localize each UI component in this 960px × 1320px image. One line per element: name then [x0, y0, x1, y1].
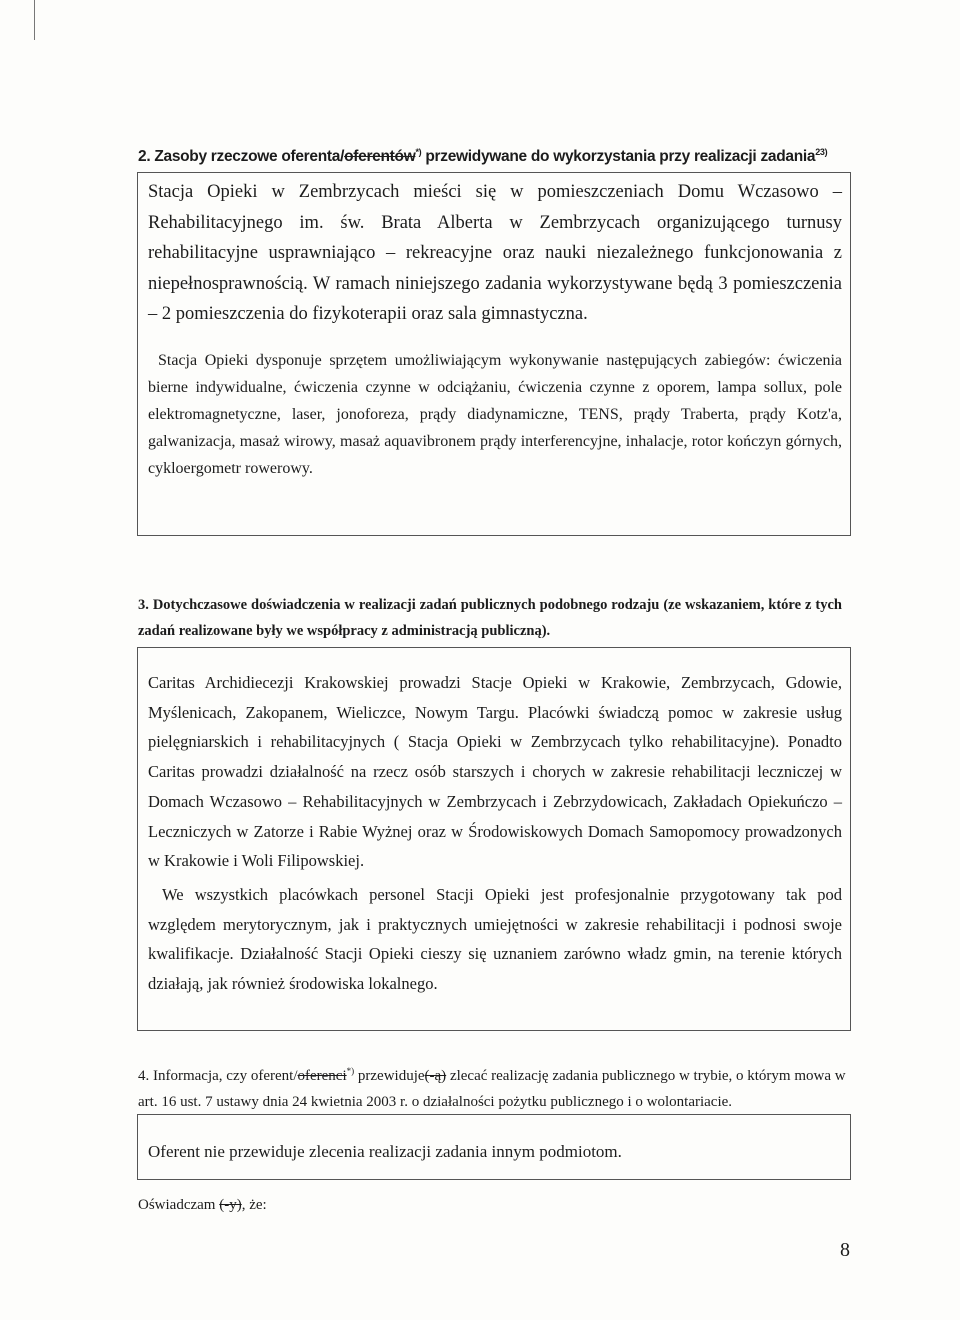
struck-text: oferenci	[297, 1068, 347, 1084]
section-3-heading: 3. Dotychczasowe doświadczenia w realizacji zadań publicznych podobnego rodzaju (ze wskazaniem, które z tych zadań realizowane były we współpracy z administracją publiczną).	[138, 597, 842, 639]
section-3-paragraph-1: Caritas Archidiecezji Krakowskiej prowadzi Stacje Opieki w Krakowie, Zembrzycach, Gdowie, Myślenicach, Zakopanem, Wieliczce, Nowym Targu. Placówki świadczą pomoc w zakresie usług pielęgniarskich i rehabilitacyjnych ( Stacja Opieki w Zembrzycach tylko rehabilitacyjne). Ponadto Caritas prowadzi działalność na rzecz osób starszych i chorych w zakresie rehabilitacji leczniczej w Domach Wczasowo – Rehabilitacyjnych w Zembrzycach i Zebrzydowicach, Zakładach Opiekuńczo – Leczniczych w Zatorze i Rabie Wyżnej oraz w Środowiskowych Domach Samopomocy prowadzonych w Krakowie i Woli Filipowskiej.	[148, 673, 842, 871]
struck-text: oferentów	[344, 148, 416, 166]
section-2-paragraph-1: Stacja Opieki w Zembrzycach mieści się w pomieszczeniach Domu Wczasowo – Rehabilitacyjnego im. św. Brata Alberta w Zembrzycach organizującego turnusy rehabilitacyjne usprawniająco – rekreacyjne oraz nauki niezależnego funkcjonowania z niepełnosprawnością. W ramach niniejszego zadania wykorzystywane będą 3 pomieszczenia – 2 pomieszczenia do fizykoterapii oraz sala gimnastyczna.	[148, 182, 842, 324]
section-4-answer: Oferent nie przewiduje zlecenia realizacji zadania innym podmiotom.	[148, 1142, 622, 1161]
page-edge-line	[34, 0, 35, 40]
section-4-heading: 4. Informacja, czy oferent/oferenci*) przewiduje(-ą) zlecać realizację zadania publicznego w trybie, o którym mowa w art. 16 ust. 7 ustawy dnia 24 kwietnia 2003 r. o działalności pożytku publicznego i o wolontariacie.	[138, 1066, 846, 1110]
section-2-paragraph-2: Stacja Opieki dysponuje sprzętem umożliwiającym wykonywanie następujących zabiegów: ćwiczenia bierne indywidualne, ćwiczenia czynne w odciążaniu, ćwiczenia czynne z oporem, lampa sollux, pole elektromagnetyczne, laser, jonoforeza, prądy diadynamiczne, TENS, prądy Traberta, prądy Kotz'a, galwanizacja, masaż wirowy, masaż aquavibronem prądy interferencyjne, inhalacje, rotor kończyn górnych, cykloergometr rowerowy.	[148, 352, 842, 477]
section-2-content-box	[137, 172, 851, 536]
section-3-content-box	[137, 647, 851, 1031]
declaration-line: Oświadczam (-y), że:	[138, 1197, 267, 1213]
section-2-heading: 2. Zasoby rzeczowe oferenta/oferentów*) przewidywane do wykorzystania przy realizacji zadania$^{23)}$	[138, 147, 828, 166]
page-number: 8	[840, 1239, 850, 1261]
section-3-paragraph-2: We wszystkich placówkach personel Stacji Opieki jest profesjonalnie przygotowany tak pod względem merytorycznym, jak i praktycznych umiejętności w zakresie rehabilitacji i podnosi swoje kwalifikacje. Działalność Stacji Opieki cieszy się uznaniem zarówno władz gmin, na terenie których działają, jak również środowiska lokalnego.	[148, 885, 842, 994]
section-4-content-box	[137, 1114, 851, 1180]
struck-text: (-ą)	[424, 1068, 447, 1084]
struck-text: (-y)	[219, 1197, 242, 1213]
